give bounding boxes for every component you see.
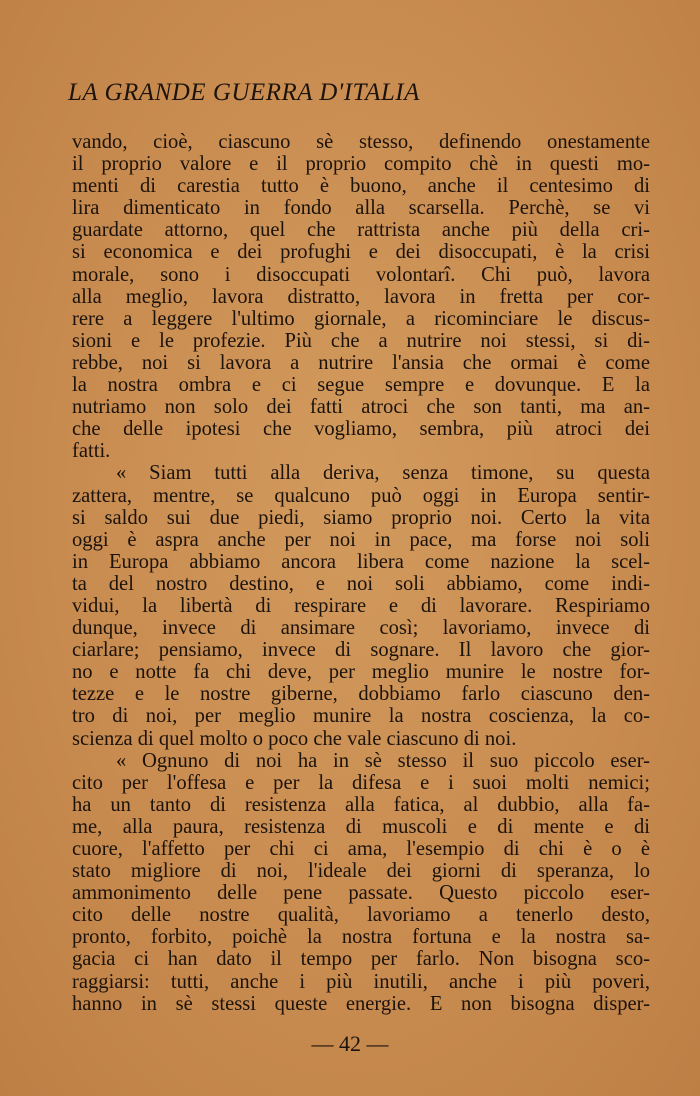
running-head: LA GRANDE GUERRA D'ITALIA: [68, 79, 420, 106]
text-line: vando, cioè, ciascuno sè stesso, definendo onestamente: [72, 131, 650, 153]
text-line: in Europa abbiamo ancora libera come nazione la scel-: [72, 550, 650, 573]
text-line: che delle ipotesi che vogliamo, sembra, più atroci dei: [72, 418, 650, 441]
text-line: tezze e le nostre giberne, dobbiamo farlo ciascuno den-: [72, 683, 650, 706]
text-line: ta del nostro destino, e noi soli abbiamo, come indi-: [72, 572, 650, 595]
text-line: ha un tanto di resistenza alla fatica, al dubbio, alla fa-: [72, 793, 650, 816]
text-line: dunque, invece di ansimare così; lavoriamo, invece di: [72, 617, 650, 640]
text-line: rere a leggere l'ultimo giornale, a ricominciare le discus-: [72, 307, 650, 330]
page-number: — 42 —: [311, 1031, 389, 1056]
text-line: guardate attorno, quel che rattrista anche più della cri-: [72, 219, 650, 242]
text-line: oggi è aspra anche per noi in pace, ma forse noi soli: [72, 528, 650, 551]
text-line: menti di carestia tutto è buono, anche il centesimo di: [72, 175, 650, 198]
text-line: zattera, mentre, se qualcuno può oggi in Europa sentir-: [72, 484, 650, 507]
text-line: gacia ci han dato il tempo per farlo. Non bisogna sco-: [72, 948, 650, 971]
text-line: stato migliore di noi, l'ideale dei giorni di speranza, lo: [72, 860, 650, 883]
text-line: no e notte fa chi deve, per meglio munire le nostre for-: [72, 661, 650, 684]
text-line: ammonimento delle pene passate. Questo piccolo eser-: [72, 882, 650, 905]
text-line: rebbe, noi si lavora a nutrire l'ansia che ormai è come: [72, 351, 650, 374]
paragraph-end-line: scienza di quel molto o poco che vale ciascuno di noi.: [72, 727, 517, 750]
text-line: « Ognuno di noi ha in sè stesso il suo piccolo eser-: [116, 749, 650, 772]
text-line: hanno in sè stessi queste energie. E non bisogna disper-: [72, 992, 650, 1015]
text-line: si economica e dei profughi e dei disoccupati, è la crisi: [72, 241, 650, 264]
text-line: alla meglio, lavora distratto, lavora in fretta per cor-: [72, 285, 650, 308]
body-text: [72, 131, 650, 1015]
text-line: raggiarsi: tutti, anche i più inutili, anche i più poveri,: [72, 970, 650, 993]
text-line: me, alla paura, resistenza di muscoli e di mente e di: [72, 815, 650, 838]
text-line: vidui, la libertà di respirare e di lavorare. Respiriamo: [72, 594, 650, 617]
text-line: « Siam tutti alla deriva, senza timone, su questa: [116, 462, 650, 485]
text-line: cito delle nostre qualità, lavoriamo a tenerlo desto,: [72, 904, 650, 927]
text-line: ciarlare; pensiamo, invece di sognare. Il lavoro che gior-: [72, 639, 650, 662]
text-line: nutriamo non solo dei fatti atroci che son tanti, ma an-: [72, 396, 650, 419]
text-line: lira dimenticato in fondo alla scarsella. Perchè, se vi: [72, 197, 650, 220]
text-line: morale, sono i disoccupati volontarî. Chi può, lavora: [72, 263, 650, 286]
text-line: tro di noi, per meglio munire la nostra coscienza, la co-: [72, 705, 650, 728]
text-line: si saldo sui due piedi, siamo proprio noi. Certo la vita: [72, 506, 650, 529]
text-line: il proprio valore e il proprio compito chè in questi mo-: [72, 153, 650, 176]
text-line: pronto, forbito, poichè la nostra fortuna e la nostra sa-: [72, 926, 650, 949]
text-line: sioni e le profezie. Più che a nutrire noi stessi, si di-: [72, 329, 650, 352]
text-line: la nostra ombra e ci segue sempre e dovunque. E la: [72, 374, 650, 397]
paragraph-end-line: fatti.: [72, 440, 111, 463]
text-line: cito per l'offesa e per la difesa e i suoi molti nemici;: [72, 771, 650, 794]
text-line: cuore, l'affetto per chi ci ama, l'esempio di chi è o è: [72, 838, 650, 860]
